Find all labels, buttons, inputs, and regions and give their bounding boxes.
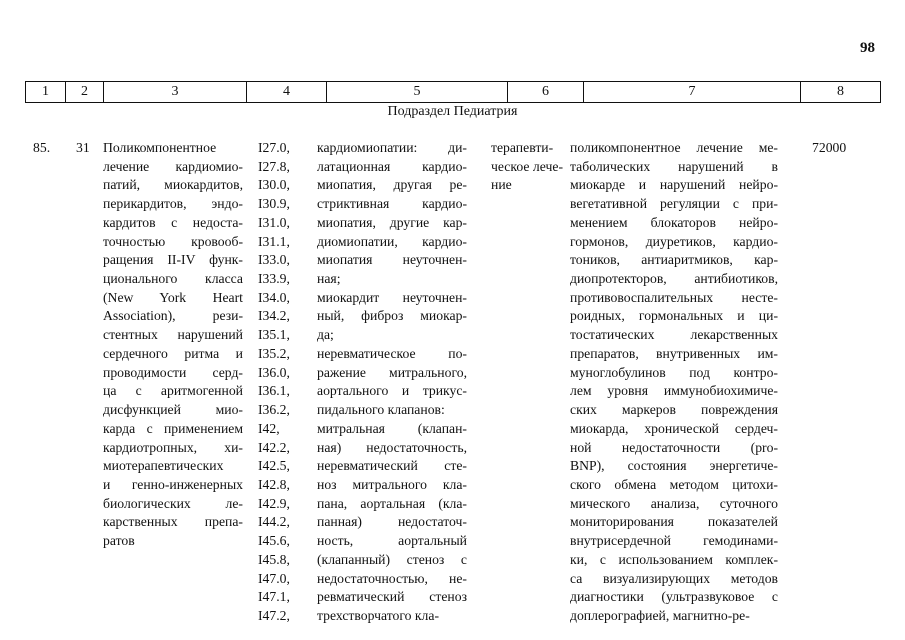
text-line: миокардит неуточнен-	[317, 289, 467, 305]
text-line: I35.1,	[258, 327, 290, 343]
text-line: I45.6,	[258, 533, 290, 549]
text-line: поликомпонентное лечение ме-	[570, 140, 778, 155]
header-col-8: 8	[801, 82, 881, 103]
text-line: (New York Heart	[103, 289, 243, 305]
treatment-method	[570, 139, 778, 626]
text-line: ционального класса	[103, 271, 243, 287]
care-type-name	[103, 139, 243, 551]
text-line: I47.0,	[258, 570, 290, 586]
text-line: вегетативной регуляции с при-	[570, 196, 778, 212]
header-col-5: 5	[327, 82, 508, 103]
text-line: I27.8,	[258, 158, 290, 174]
text-line: I42,	[258, 420, 280, 436]
text-line: ских маркеров повреждения	[570, 402, 778, 418]
text-line: I47.1,	[258, 589, 290, 605]
text-line: ратов	[103, 533, 135, 549]
text-line: лечение кардиомио-	[103, 158, 243, 174]
header-col-1: 1	[26, 82, 66, 103]
text-line: патий, миокардитов,	[103, 177, 243, 193]
treatment-type	[491, 139, 563, 195]
text-line: I33.9,	[258, 271, 290, 287]
text-line: I30.0,	[258, 177, 290, 193]
text-line: миопатия неуточнен-	[317, 252, 467, 268]
text-line: I31.0,	[258, 214, 290, 230]
text-line: мического анализа, суточного	[570, 495, 778, 511]
text-line: проводимости серд-	[103, 364, 243, 380]
header-col-3: 3	[104, 82, 247, 103]
text-line: (клапанный) стеноз с	[317, 551, 467, 567]
text-line: карственных препа-	[103, 514, 243, 530]
text-line: терапевти-	[491, 140, 554, 155]
text-line: пана, аортальная (кла-	[317, 495, 467, 511]
text-line: ная) недостаточность,	[317, 439, 467, 455]
text-line: противовоспалительных несте-	[570, 289, 778, 305]
text-line: биологических ле-	[103, 495, 243, 511]
text-line: доплерографией, магнитно-ре-	[570, 607, 750, 623]
text-line: ского обмена методом цитохи-	[570, 476, 778, 492]
text-line: точностью кровооб-	[103, 233, 243, 249]
text-line: ние	[491, 177, 512, 193]
text-line: аортального и трикус-	[317, 383, 467, 399]
text-line: Поликомпонентное	[103, 140, 217, 155]
text-line: менением блокаторов нейро-	[570, 214, 778, 230]
header-col-2: 2	[66, 82, 104, 103]
text-line: Association), рези-	[103, 308, 243, 324]
text-line: диопротекторов, антибиотиков,	[570, 271, 778, 287]
cost-value: 72000	[812, 140, 847, 155]
text-line: I42.8,	[258, 476, 290, 492]
text-line: ная;	[317, 271, 341, 287]
text-line: дисфункцией мио-	[103, 402, 243, 418]
text-line: миопатия, другая ре-	[317, 177, 467, 193]
text-line: латационная кардио-	[317, 158, 467, 174]
text-line: ность, аортальный	[317, 533, 467, 549]
text-line: сердечного ритма и	[103, 345, 243, 361]
text-line: кардиомиопатии: ди-	[317, 140, 467, 155]
text-line: I47.2,	[258, 607, 290, 623]
text-line: I34.0,	[258, 289, 290, 305]
text-line: I33.0,	[258, 252, 290, 268]
column-number-header	[25, 81, 881, 103]
text-line: неревматический сте-	[317, 458, 467, 474]
text-line: неревматическое по-	[317, 345, 467, 361]
text-line: диомиопатии, кардио-	[317, 233, 467, 249]
icd-codes	[258, 139, 290, 626]
text-line: I35.2,	[258, 345, 290, 361]
text-line: трехстворчатого кла-	[317, 607, 440, 623]
text-line: ращения II-IV функ-	[103, 252, 243, 268]
text-line: перикардитов, эндо-	[103, 196, 243, 212]
patient-model	[317, 139, 467, 626]
group-number: 31	[76, 140, 90, 155]
text-line: диагностики (ультразвуковое с	[570, 589, 778, 605]
text-line: мониторирования показателей	[570, 514, 778, 530]
text-line: таболических нарушений в	[570, 158, 778, 174]
header-col-6: 6	[508, 82, 584, 103]
text-line: стриктивная кардио-	[317, 196, 467, 212]
text-line: ражение митрального,	[317, 364, 467, 380]
text-line: карда с применением	[103, 420, 243, 436]
text-line: BNP), состояния энергетиче-	[570, 458, 778, 474]
text-line: I42.9,	[258, 495, 290, 511]
text-line: I42.2,	[258, 439, 290, 455]
text-line: лем уровня иммунобиохимиче-	[570, 383, 778, 399]
text-line: са визуализирующих методов	[570, 570, 778, 586]
subsection-title: Подраздел Педиатрия	[387, 104, 518, 119]
text-line: тостатических лекарственных	[570, 327, 778, 343]
text-line: ной недостаточности (pro-	[570, 439, 778, 455]
text-line: ный, фиброз миокар-	[317, 308, 467, 324]
text-line: гормонов, диуретиков, кардио-	[570, 233, 778, 249]
text-line: I42.5,	[258, 458, 290, 474]
text-line: ческое лече-	[491, 158, 563, 174]
text-line: кардиотропных, хи-	[103, 439, 243, 455]
text-line: недостаточностью, не-	[317, 570, 467, 586]
text-line: I36.0,	[258, 364, 290, 380]
text-line: миокарде и нарушений нейро-	[570, 177, 778, 193]
text-line: миотерапевтических	[103, 458, 224, 474]
text-line: митральная (клапан-	[317, 420, 467, 436]
header-col-7: 7	[584, 82, 801, 103]
text-line: I31.1,	[258, 233, 290, 249]
text-line: кардитов с недоста-	[103, 214, 243, 230]
text-line: миокарда, хронической сердеч-	[570, 420, 778, 436]
text-line: I44.2,	[258, 514, 290, 530]
page-number: 98	[860, 40, 875, 56]
text-line: и генно-инженерных	[103, 476, 243, 492]
text-line: ца с аритмогенной	[103, 383, 243, 399]
text-line: I36.2,	[258, 402, 290, 418]
row-number: 85.	[33, 140, 51, 155]
text-line: миопатия, другие кар-	[317, 214, 467, 230]
text-line: I45.8,	[258, 551, 290, 567]
header-col-4: 4	[247, 82, 327, 103]
text-line: I27.0,	[258, 140, 290, 155]
text-line: муноглобулинов под контро-	[570, 364, 778, 380]
text-line: препаратов, внутривенных им-	[570, 345, 778, 361]
text-line: I36.1,	[258, 383, 290, 399]
text-line: I34.2,	[258, 308, 290, 324]
text-line: да;	[317, 327, 334, 343]
text-line: роидных, гормональных и ци-	[570, 308, 778, 324]
text-line: панная) недостаточ-	[317, 514, 467, 530]
text-line: пидального клапанов:	[317, 402, 445, 418]
text-line: I30.9,	[258, 196, 290, 212]
text-line: ноз митрального кла-	[317, 476, 467, 492]
text-line: ки, с использованием комплек-	[570, 551, 778, 567]
text-line: стентных нарушений	[103, 327, 243, 343]
text-line: ревматический стеноз	[317, 589, 467, 605]
text-line: тоников, антиаритмиков, кар-	[570, 252, 778, 268]
text-line: внутрисердечной гемодинами-	[570, 533, 778, 549]
